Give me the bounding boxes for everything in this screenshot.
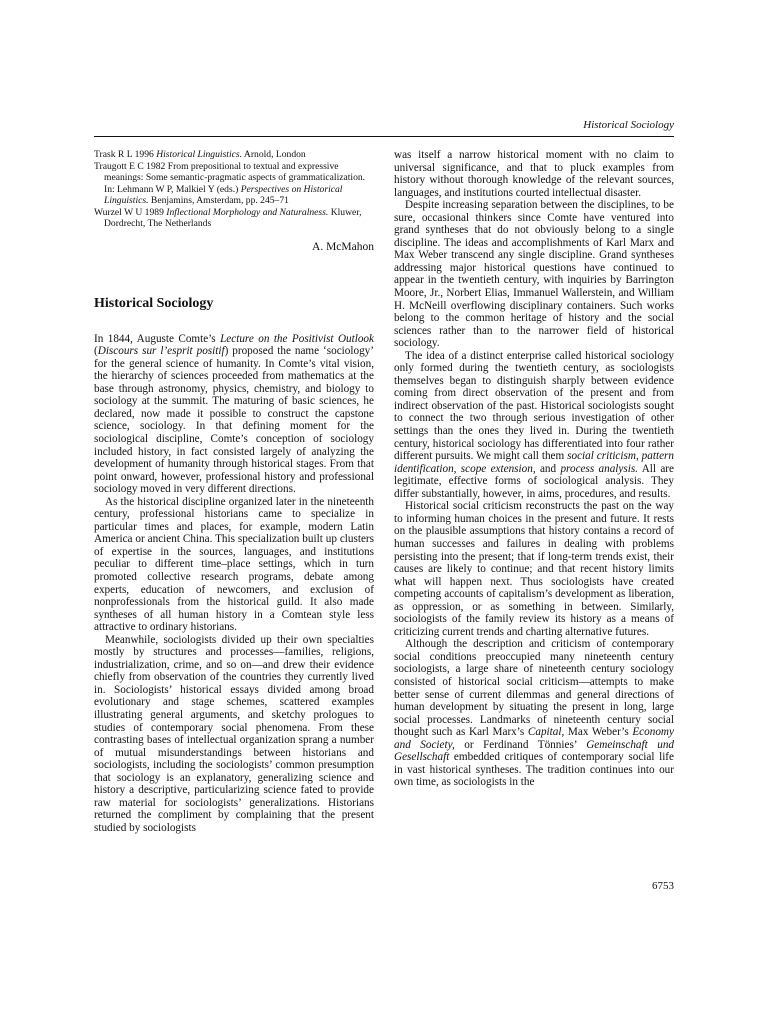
paragraph-text: Max Weber’s [564, 726, 633, 739]
paragraph-text: and [535, 462, 561, 475]
paragraph-text: The idea of a distinct enterprise called historical sociology only formed during the twentieth century, as sociologists themselves began to distinguish sharply between evidence coming from direct observation of the present and from indirect observation of the past. Historical sociologists sought to connect the two through serious investigation of other settings than the ones they lived in. During the twentieth century, historical sociology has differentiated into four rather different pursuits. We might call them [394, 349, 674, 463]
previous-article-author: A. McMahon [312, 240, 374, 253]
reference-text: Wurzel W U 1989 [94, 206, 167, 218]
paragraph-text: ) proposed the name ‘sociology’ for the general science of humanity. In Comte’s vital vision, the hierarchy of sciences proceeded from mathematics at the base through astronomy, physics, chemistry, and biology to sociology at the summit. The maturing of basic sciences, he declared, now made it possible to construct the capstone science, sociology. In that defining moment for the sociological discipline, Comte’s conception of sociology included history, in fact consisted largely of analyzing the development of humanity through historical stages. From that point onward, however, professional history and professional sociology moved in very different directions. [94, 345, 374, 496]
right-column [394, 149, 674, 789]
paragraph-italic: Discours sur l’esprit positif [97, 345, 225, 358]
paragraph: Despite increasing separation between the disciplines, to be sure, occasional thinkers since Comte have ventured into grand syntheses that do not obviously belong to a single discipline. The ideas and accomplishments of Karl Marx and Max Weber transcend any single discipline. Grand syntheses addressing major historical questions have continued to appear in the twentieth century, with inquiries by Barrington Moore, Jr., Norbert Elias, Immanuel Wallerstein, and William H. McNeill overflowing disciplinary containers. Such works belong to the common heritage of history and the social sciences rather than to the narrower field of historical sociology. [394, 199, 674, 350]
reference-item [94, 149, 374, 161]
paragraph-text: or Ferdinand Tönnies’ [454, 738, 587, 751]
reference-text: Arnold, London [242, 149, 306, 160]
reference-item [94, 207, 374, 230]
left-column [94, 149, 374, 834]
paragraph-italic: Economy and Society, [394, 726, 674, 751]
paragraph-italic: Lecture on the Positivist Outlook [220, 332, 374, 345]
paragraph: was itself a narrow historical moment with no claim to universal significance, and that to pluck examples from history without thorough knowledge of the relevant sources, languages, and institutions courted intellectual disaster. [394, 149, 674, 199]
reference-text: Traugott E C 1982 From prepositional to textual and expressive meanings: Some semantic-pragmatic aspects of grammaticalization. In: Lehmann W P, Malkiel Y (eds.) [94, 160, 366, 195]
header-rule [94, 136, 674, 137]
paragraph-italic: Capital, [527, 726, 565, 739]
running-head: Historical Sociology [583, 119, 674, 131]
paragraph-italic: social criticism, pattern identification, scope extension, [394, 450, 674, 475]
reference-title: Historical Linguistics. [156, 149, 243, 160]
paragraph-text: All are legitimate, effective forms of sociological analysis. They differ substantially, however, in aims, procedures, and results. [394, 462, 674, 500]
page-number: 6753 [652, 880, 674, 892]
paragraph-italic: process analysis. [560, 462, 638, 475]
reference-title: Perspectives on Historical Linguistics. [104, 183, 343, 206]
reference-title: Inflectional Morphology and Naturalness. [166, 206, 329, 218]
paragraph: Meanwhile, sociologists divided up their own specialties mostly by structures and processes—families, religions, industrialization, crime, and so on—and drew their evidence chiefly from observation of the countries they currently lived in. Sociologists’ historical essays divided among broad evolutionary and stage schemes, scattered examples illustrating general arguments, and sketchy prologues to studies of contemporary social phenomena. From these contrasting bases of intellectual organization sprang a number of mutual misunderstandings between historians and sociologists, including the sociologists’ common presumption that sociology is an explanatory, generalizing science and history a descriptive, particularizing science fated to provide raw material for sociologists’ generalizations. Historians returned the compliment by complaining that the present studied by sociologists [94, 633, 374, 834]
paragraph-text: Although the description and criticism of contemporary social conditions preoccupied many nineteenth century sociologists, a large share of nineteenth century sociology consisted of historical social criticism—attempts to make better sense of current dilemmas and general directions of human development by situating the present in long, large social processes. Landmarks of nineteenth century social thought such as Karl Marx’s [394, 638, 674, 739]
reference-item [94, 161, 374, 207]
paragraph-text: In 1844, Auguste Comte’s [94, 332, 221, 345]
paragraph [394, 638, 674, 789]
reference-text: Kluwer, Dordrecht, The Netherlands [104, 206, 362, 229]
paragraph [94, 333, 374, 496]
reference-text: Trask R L 1996 [94, 149, 157, 160]
article-title: Historical Sociology [94, 296, 214, 312]
paragraph-italic: Gemeinschaft und Gesellschaft [394, 738, 675, 764]
reference-list [94, 149, 374, 230]
paragraph [394, 350, 674, 501]
paragraph-text: ( [94, 345, 98, 358]
reference-text: Benjamins, Amsterdam, pp. 245–71 [148, 195, 289, 206]
paragraph-text: embedded critiques of contemporary social life in vast historical syntheses. The tradition continues into our own time, as sociologists in the [394, 751, 674, 789]
paragraph: As the historical discipline organized later in the nineteenth century, professional historians came to specialize in particular times and places, for example, modern Latin America or ancient China. This specialization built up clusters of expertise in the sources, languages, and institutions peculiar to different time–place settings, which in turn promoted collective research programs, debate among experts, education of newcomers, and exclusion of nonprofessionals from the historical guild. It also made syntheses of all human history in a Comtean style less attractive to ordinary historians. [94, 495, 374, 634]
paragraph: Historical social criticism reconstructs the past on the way to informing human choices in the present and future. It rests on the plausible assumptions that history contains a record of human successes and failures in dealing with problems persisting into the present; that if long-term trends exist, their causes are likely to continue; and that recent history limits what will happen next. Thus sociologists have created competing accounts of capitalism’s development as liberation, as oppression, or as something in between. Similarly, sociologists of the family review its history as a means of criticizing current trends and charting alternative futures. [394, 500, 674, 638]
